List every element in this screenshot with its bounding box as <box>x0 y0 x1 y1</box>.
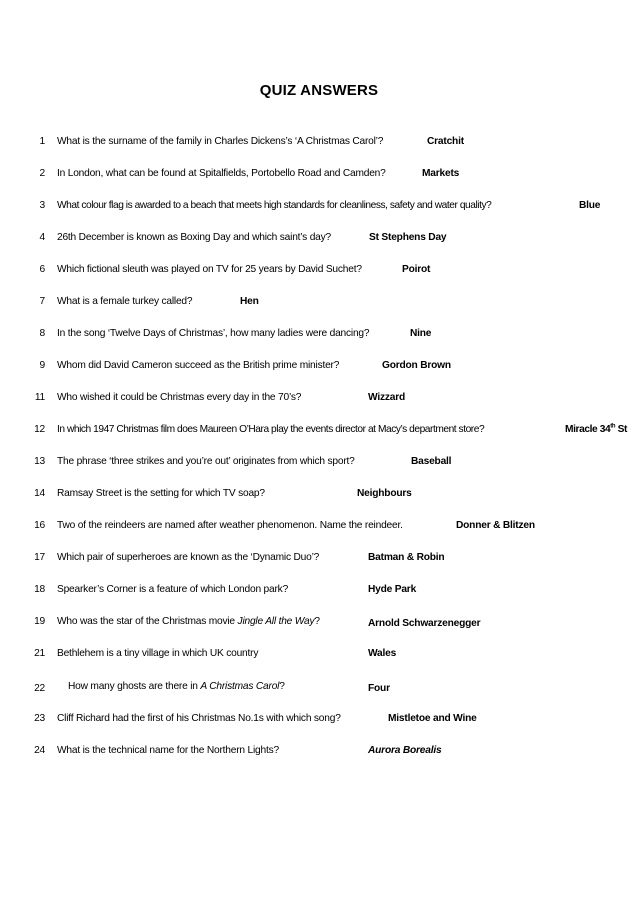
answer-text: Arnold Schwarzenegger <box>368 618 481 629</box>
question-number: 2 <box>39 168 45 179</box>
answer-main: Miracle 34 <box>565 424 611 435</box>
question-text: Which pair of superheroes are known as the ‘Dynamic Duo’? <box>57 552 320 563</box>
question-number: 9 <box>39 360 45 371</box>
question-number: 18 <box>34 584 45 595</box>
question-text: The phrase ‘three strikes and you’re out’ originates from which sport? <box>57 456 355 467</box>
quiz-item <box>0 262 638 278</box>
quiz-item <box>0 230 638 246</box>
page-title: QUIZ ANSWERS <box>259 82 379 99</box>
quiz-item <box>0 646 638 662</box>
quiz-item <box>0 198 638 214</box>
quiz-item <box>0 294 638 310</box>
answer-text: Nine <box>410 328 432 339</box>
answer-text: Donner & Blitzen <box>456 520 535 531</box>
question-text: What is a female turkey called? <box>57 296 193 307</box>
quiz-item <box>0 582 638 598</box>
quiz-item <box>0 486 638 502</box>
quiz-item <box>0 711 638 727</box>
movie-title: Jingle All the Way <box>237 616 315 627</box>
answer-text: Markets <box>422 168 460 179</box>
question-number: 7 <box>39 296 45 307</box>
question-number: 13 <box>34 456 45 467</box>
answer-superscript: th <box>610 423 616 430</box>
question-number: 22 <box>34 683 45 694</box>
answer-text: Neighbours <box>357 488 412 499</box>
quiz-item <box>0 454 638 470</box>
answer-text: Hen <box>240 296 259 307</box>
question-number: 3 <box>39 200 45 211</box>
question-number: 21 <box>34 648 45 659</box>
quiz-item <box>0 518 638 534</box>
question-text: In which 1947 Christmas film does Maureen O’Hara play the events director at Macy’s department store? <box>57 424 485 435</box>
answer-text: Aurora Borealis <box>368 745 442 756</box>
question-text: 26th December is known as Boxing Day and which saint’s day? <box>57 232 331 243</box>
question-text: Which fictional sleuth was played on TV for 25 years by David Suchet? <box>57 264 362 275</box>
answer-tail: St <box>615 424 627 435</box>
question-number: 24 <box>34 745 45 756</box>
answer-text: Four <box>368 683 390 694</box>
answer-text: Gordon Brown <box>382 360 451 371</box>
quiz-item <box>0 422 638 438</box>
question-number: 8 <box>39 328 45 339</box>
answer-text: Hyde Park <box>368 584 417 595</box>
quiz-item <box>0 134 638 150</box>
quiz-item <box>0 743 638 759</box>
question-number: 14 <box>34 488 45 499</box>
quiz-item <box>0 614 638 630</box>
question-text-part: ? <box>279 681 285 692</box>
question-text: Ramsay Street is the setting for which TV soap? <box>57 488 265 499</box>
answer-text: Wales <box>368 648 397 659</box>
question-text: Cliff Richard had the first of his Christmas No.1s with which song? <box>57 713 341 724</box>
question-text: Two of the reindeers are named after weather phenomenon. Name the reindeer. <box>57 520 403 531</box>
answer-text: St Stephens Day <box>369 232 447 243</box>
question-text: What is the technical name for the Northern Lights? <box>57 745 279 756</box>
answer-text: Cratchit <box>427 136 464 147</box>
question-number: 17 <box>34 552 45 563</box>
quiz-item <box>0 390 638 406</box>
quiz-item <box>0 679 638 695</box>
question-text-part: ? <box>314 616 320 627</box>
question-text-part: How many ghosts are there in <box>68 681 201 692</box>
question-text <box>57 614 320 630</box>
answer-text: Blue <box>579 200 601 211</box>
question-text: In the song ‘Twelve Days of Christmas’, how many ladies were dancing? <box>57 328 370 339</box>
answer-text <box>565 422 627 438</box>
quiz-item <box>0 326 638 342</box>
quiz-item <box>0 550 638 566</box>
question-text: Spearker’s Corner is a feature of which London park? <box>57 584 289 595</box>
answer-text: Batman & Robin <box>368 552 445 563</box>
quiz-item <box>0 166 638 182</box>
question-text: In London, what can be found at Spitalfields, Portobello Road and Camden? <box>57 168 386 179</box>
question-number: 11 <box>34 392 45 403</box>
question-number: 4 <box>39 232 45 243</box>
answer-text: Mistletoe and Wine <box>388 713 477 724</box>
question-number: 12 <box>34 424 45 435</box>
question-text: Bethlehem is a tiny village in which UK country <box>57 648 259 659</box>
question-number: 16 <box>34 520 45 531</box>
quiz-item <box>0 358 638 374</box>
question-text: Who wished it could be Christmas every day in the 70’s? <box>57 392 302 403</box>
answer-text: Baseball <box>411 456 452 467</box>
question-text: What colour flag is awarded to a beach that meets high standards for cleanliness, safety and water quality? <box>57 200 492 211</box>
answer-text: Wizzard <box>368 392 405 403</box>
question-number: 19 <box>34 616 45 627</box>
question-text-part: Who was the star of the Christmas movie <box>57 616 238 627</box>
question-text: What is the surname of the family in Charles Dickens’s ‘A Christmas Carol’? <box>57 136 384 147</box>
question-text <box>68 679 285 695</box>
question-number: 23 <box>34 713 45 724</box>
question-number: 6 <box>39 264 45 275</box>
question-number: 1 <box>39 136 45 147</box>
book-title: A Christmas Carol <box>200 681 280 692</box>
question-text: Whom did David Cameron succeed as the British prime minister? <box>57 360 340 371</box>
answer-text: Poirot <box>402 264 431 275</box>
